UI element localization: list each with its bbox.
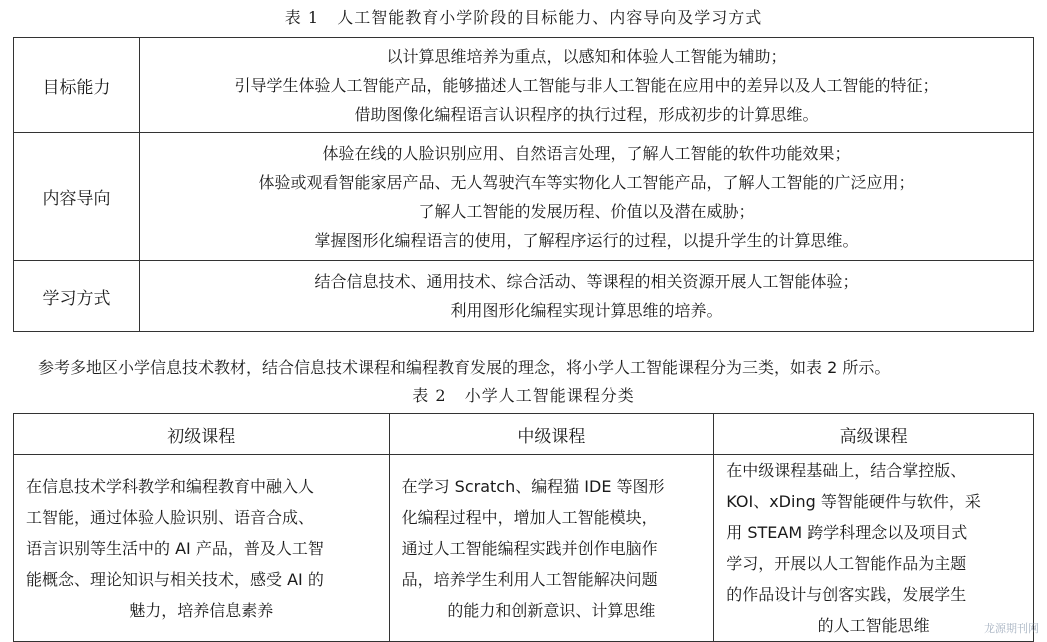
cell-line: 工智能，通过体验人脸识别、语音合成、 — [26, 507, 315, 527]
cell-line: 在中级课程基础上，结合掌控版、 — [726, 461, 967, 480]
cell-beginner — [14, 455, 390, 642]
cell-intermediate — [389, 455, 714, 642]
content-line: 利用图形化编程实现计算思维的培养。 — [450, 301, 723, 320]
content-line: 了解人工智能的发展历程、价值以及潜在威胁； — [418, 201, 755, 221]
cell-line: 化编程过程中，增加人工智能模块， — [401, 507, 658, 527]
cell-line: KOI、xDing 等智能硬件与软件，采 — [726, 492, 981, 511]
header-intermediate: 中级课程 — [389, 414, 714, 455]
cell-line: 在学习 Scratch、编程猫 IDE 等图形 — [401, 476, 665, 496]
table-row — [14, 38, 1034, 133]
table-row — [14, 455, 1034, 642]
cell-line: 在信息技术学科教学和编程教育中融入人 — [26, 476, 315, 496]
watermark-logo: 龙源期刊网 — [984, 622, 1039, 635]
content-line: 体验或观看智能家居产品、无人驾驶汽车等实物化人工智能产品，了解人工智能的广泛应用； — [258, 172, 915, 192]
table-header-row — [14, 414, 1034, 455]
cell-line: 品，培养学生利用人工智能解决问题 — [401, 569, 658, 589]
content-line: 体验在线的人脸识别应用、自然语言处理，了解人工智能的软件功能效果； — [322, 143, 851, 163]
header-advanced: 高级课程 — [714, 414, 1034, 455]
row-label-goal: 目标能力 — [14, 38, 140, 133]
cell-line: 用 STEAM 跨学科理念以及项目式 — [726, 523, 968, 542]
cell-line: 的人工智能思维 — [817, 616, 930, 635]
row-label-learning: 学习方式 — [14, 261, 140, 332]
table-row — [14, 133, 1034, 261]
row-content-learning — [140, 261, 1034, 332]
table1-goals — [13, 37, 1034, 332]
table2-caption: 表 2 小学人工智能课程分类 — [412, 386, 635, 405]
header-beginner: 初级课程 — [14, 414, 390, 455]
cell-line: 的能力和创新意识、计算思维 — [447, 600, 656, 620]
cell-line: 魅力，培养信息素养 — [129, 600, 274, 620]
cell-line: 学习，开展以人工智能作品为主题 — [726, 554, 967, 573]
body-paragraph: 参考多地区小学信息技术教材，结合信息技术课程和编程教育发展的理念，将小学人工智能课程分为三类，如表 2 所示。 — [38, 358, 891, 377]
table1-caption: 表 1 人工智能教育小学阶段的目标能力、内容导向及学习方式 — [284, 8, 763, 27]
row-content-goal — [140, 38, 1034, 133]
content-line: 掌握图形化编程语言的使用，了解程序运行的过程，以提升学生的计算思维。 — [314, 230, 859, 250]
cell-line: 语言识别等生活中的 AI 产品，普及人工智 — [26, 538, 324, 558]
cell-line: 能概念、理论知识与相关技术，感受 AI 的 — [26, 569, 324, 589]
content-line: 引导学生体验人工智能产品，能够描述人工智能与非人工智能在应用中的差异以及人工智能的特征； — [234, 75, 939, 95]
cell-line: 通过人工智能编程实践并创作电脑作 — [401, 538, 658, 558]
content-line: 结合信息技术、通用技术、综合活动、等课程的相关资源开展人工智能体验； — [314, 272, 859, 291]
table2-courses — [13, 413, 1034, 642]
content-line: 以计算思维培养为重点，以感知和体验人工智能为辅助； — [386, 46, 787, 66]
row-label-content: 内容导向 — [14, 133, 140, 261]
table-row — [14, 261, 1034, 332]
cell-line: 的作品设计与创客实践，发展学生 — [726, 585, 967, 604]
row-content-content — [140, 133, 1034, 261]
cell-advanced — [714, 455, 1034, 642]
content-line: 借助图像化编程语言认识程序的执行过程，形成初步的计算思维。 — [354, 104, 819, 124]
